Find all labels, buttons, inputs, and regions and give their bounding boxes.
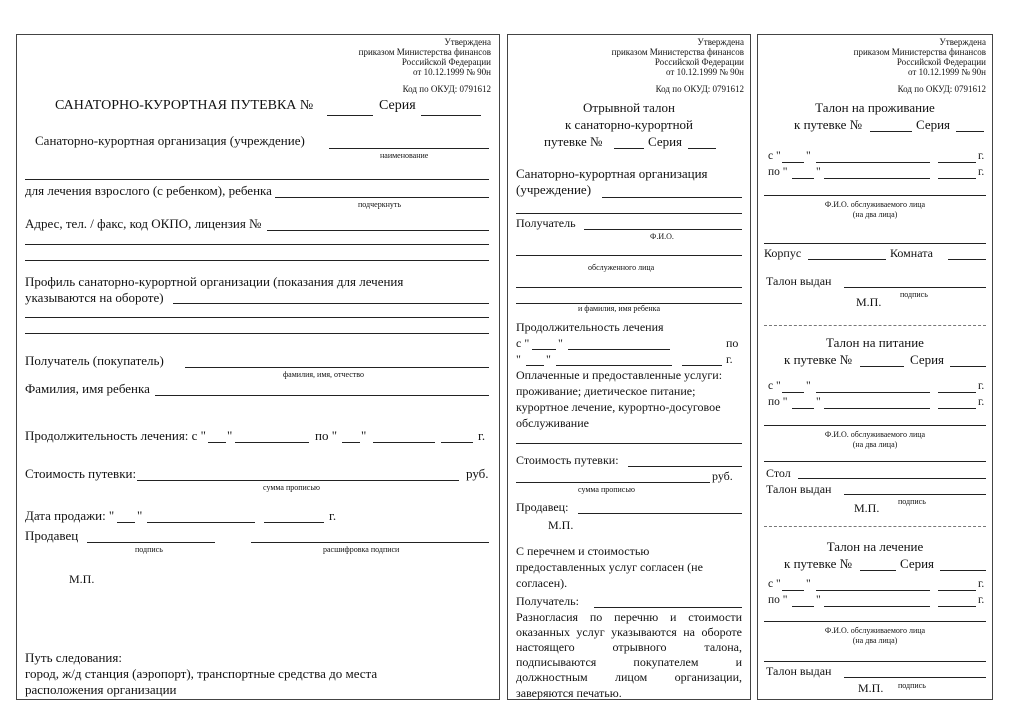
treatment-series-field[interactable] [940, 570, 986, 571]
sale-day-field[interactable] [117, 522, 135, 523]
quote: " [361, 428, 367, 443]
services-label: Оплаченные и предоставленные услуги: [516, 368, 723, 382]
voucher-title: САНАТОРНО-КУРОРТНАЯ ПУТЕВКА № [55, 98, 314, 113]
coupons-panel [757, 34, 993, 700]
okud-code: Код по ОКУД: 0791612 [897, 84, 986, 94]
tear-line [764, 526, 986, 527]
date-from-month-field[interactable] [235, 442, 309, 443]
stub-to-year-field[interactable] [682, 365, 722, 366]
disagreement-text: оказанных услуг указываются на обороте [516, 625, 742, 639]
services-line: курортное лечение, курортно-досуговое [516, 400, 721, 414]
stub-duration-label: Продолжительность лечения [516, 320, 664, 334]
tear-off-stub-panel [507, 34, 751, 700]
date-to-label: по " [768, 396, 788, 408]
food-fio-field-2[interactable] [764, 461, 986, 462]
stub-cost-field[interactable] [628, 466, 742, 467]
stub-org-label: Санаторно-курортная организация [516, 166, 708, 181]
date-to-label: по " [315, 428, 338, 443]
table-field[interactable] [798, 478, 986, 479]
date-from-label: с " [516, 336, 530, 350]
stub-title: к санаторно-курортной [564, 117, 693, 132]
caption-sign: подпись [898, 497, 926, 506]
date-to-label: по " [768, 594, 788, 606]
sale-year-field[interactable] [264, 522, 324, 523]
year-suffix: г. [978, 396, 985, 408]
profile-field-3[interactable] [25, 333, 489, 334]
quote: " [137, 508, 143, 523]
caption-fio: Ф.И.О. обслуживаемого лица [824, 200, 926, 209]
living-coupon-title: Талон на проживание [815, 100, 935, 115]
approval-line: от 10.12.1999 № 90н [908, 67, 986, 77]
approval-line: приказом Министерства финансов [611, 47, 744, 57]
food-to-month[interactable] [824, 408, 930, 409]
caption-fio: Ф.И.О. обслуживаемого лица [824, 626, 926, 635]
seller-sign-field[interactable] [87, 542, 215, 543]
sale-date-label: Дата продажи: " [25, 508, 115, 523]
stub-series-field[interactable] [688, 148, 716, 149]
quote: " [227, 428, 233, 443]
caption-served: обслуженного лица [588, 263, 655, 272]
disagreement-text: подписываются покупателем и [516, 655, 742, 669]
to-voucher-label: к путевке № [794, 117, 863, 132]
quote: " [516, 352, 521, 366]
stub-to-month-field[interactable] [556, 365, 672, 366]
stub-org-field-2[interactable] [516, 213, 742, 214]
caption-name-surname: и фамилия, имя ребенка [578, 304, 660, 313]
child-label: Фамилия, имя ребенка [25, 381, 150, 396]
stub-child-field[interactable] [516, 287, 742, 288]
quote: " [558, 336, 563, 350]
stamp-place: М.П. [858, 681, 884, 695]
approval-line: от 10.12.1999 № 90н [413, 67, 491, 77]
food-fio-field[interactable] [764, 425, 986, 426]
building-field[interactable] [808, 259, 886, 260]
seller-label: Продавец [25, 528, 79, 543]
rub-label: руб. [466, 466, 489, 481]
profile-field-2[interactable] [25, 317, 489, 318]
approval-line: Утверждена [444, 37, 491, 47]
stamp-place: М.П. [548, 518, 574, 532]
date-from-label: с " [768, 380, 781, 392]
caption-underline: подчеркнуть [358, 200, 402, 209]
profile-label-2: указываются на обороте) [25, 290, 164, 305]
profile-field[interactable] [173, 303, 489, 304]
caption-fio: фамилия, имя, отчество [283, 370, 364, 379]
year-suffix: г. [478, 428, 486, 443]
okud-code: Код по ОКУД: 0791612 [655, 84, 744, 94]
building-label: Корпус [764, 246, 802, 260]
stub-org-field[interactable] [602, 197, 742, 198]
approval-line: Российской Федерации [896, 57, 986, 67]
table-label: Стол [766, 466, 791, 480]
stub-number-field[interactable] [614, 148, 644, 149]
treatment-issued-field[interactable] [844, 677, 986, 678]
stub-seller-field[interactable] [578, 513, 742, 514]
living-series-field[interactable] [956, 131, 984, 132]
stub-to-day-field[interactable] [526, 365, 544, 366]
stamp-place: М.П. [854, 501, 880, 515]
year-suffix: г. [978, 594, 985, 606]
address-label: Адрес, тел. / факс, код ОКПО, лицензия № [25, 216, 262, 231]
stub-recipient-field[interactable] [584, 229, 742, 230]
treatment-to-month[interactable] [824, 606, 930, 607]
issued-label: Талон выдан [766, 274, 832, 288]
date-from-label: с " [768, 150, 781, 162]
treatment-label: для лечения взрослого (с ребенком), ребенка [25, 183, 272, 198]
sale-month-field[interactable] [147, 522, 255, 523]
living-to-month[interactable] [824, 178, 930, 179]
approval-line: от 10.12.1999 № 90н [666, 67, 744, 77]
treatment-from-day[interactable] [782, 590, 804, 591]
food-from-day[interactable] [782, 392, 804, 393]
living-from-year[interactable] [938, 162, 976, 163]
date-to-label: по [726, 336, 739, 350]
caption-two: (на два лица) [852, 210, 898, 219]
quote: " [816, 594, 821, 606]
route-title: Путь следования: [25, 650, 122, 665]
quote: " [806, 380, 811, 392]
food-series-field[interactable] [950, 366, 986, 367]
route-line: город, ж/д станция (аэропорт), транспортные средства до места [25, 666, 378, 681]
living-issued-field[interactable] [844, 287, 986, 288]
series-label: Серия [916, 117, 951, 132]
duration-label: Продолжительность лечения: с " [25, 428, 206, 443]
stub-seller-label: Продавец: [516, 500, 569, 514]
tear-line [764, 325, 986, 326]
food-from-year[interactable] [938, 392, 976, 393]
caption-fio: Ф.И.О. обслуживаемого лица [824, 430, 926, 439]
food-to-year[interactable] [938, 408, 976, 409]
food-to-day[interactable] [792, 408, 814, 409]
date-to-month-field[interactable] [373, 442, 435, 443]
approval-line: Утверждена [697, 37, 744, 47]
org-name-field[interactable] [329, 148, 489, 149]
year-suffix: г. [726, 352, 733, 366]
year-suffix: г. [978, 578, 985, 590]
treatment-from-month[interactable] [816, 590, 930, 591]
services-line: обслуживание [516, 416, 589, 430]
stub-from-day-field[interactable] [532, 349, 556, 350]
agree-text: согласен). [516, 576, 568, 590]
stub-title: Отрывной талон [583, 100, 675, 115]
stub-cost-label: Стоимость путевки: [516, 453, 619, 467]
date-from-label: с " [768, 578, 781, 590]
stub-recipient-label: Получатель [516, 216, 576, 230]
caption-fio: Ф.И.О. [650, 232, 674, 241]
rub-label: руб. [712, 469, 733, 483]
treatment-fio-field-2[interactable] [764, 661, 986, 662]
food-number-field[interactable] [860, 366, 904, 367]
issued-label: Талон выдан [766, 482, 832, 496]
treatment-coupon-title: Талон на лечение [826, 539, 924, 554]
treatment-from-year[interactable] [938, 590, 976, 591]
stub-title: путевке № [544, 134, 603, 149]
food-issued-field[interactable] [844, 494, 986, 495]
approval-line: приказом Министерства финансов [853, 47, 986, 57]
org-name-field-2[interactable] [25, 179, 489, 180]
voucher-number-field[interactable] [327, 115, 373, 116]
address-field-3[interactable] [25, 260, 489, 261]
to-voucher-label: к путевке № [784, 352, 853, 367]
caption-sum: сумма прописью [578, 485, 635, 494]
recipient-label: Получатель (покупатель) [25, 353, 164, 368]
date-to-year-field[interactable] [441, 442, 473, 443]
treatment-to-year[interactable] [938, 606, 976, 607]
stamp-place: М.П. [856, 295, 882, 309]
org-label: Санаторно-курортная организация (учреждение) [35, 133, 305, 148]
series-label: Серия [648, 134, 683, 149]
agree-text: предоставленных услуг согласен (не [516, 560, 703, 574]
room-label: Комната [890, 246, 933, 260]
caption-sign: подпись [898, 681, 926, 690]
caption-two: (на два лица) [852, 636, 898, 645]
series-field[interactable] [421, 115, 481, 116]
date-to-label: по " [768, 166, 788, 178]
quote: " [816, 396, 821, 408]
cost-label: Стоимость путевки: [25, 466, 137, 481]
disagreement-text: должностным лицом организации, [516, 670, 742, 684]
treatment-fio-field[interactable] [764, 621, 986, 622]
caption-two: (на два лица) [852, 440, 898, 449]
living-from-day[interactable] [782, 162, 804, 163]
series-label: Серия [910, 352, 945, 367]
room-field[interactable] [948, 259, 986, 260]
quote: " [546, 352, 551, 366]
caption-decode: расшифровка подписи [323, 545, 400, 554]
issued-label: Талон выдан [766, 664, 832, 678]
stub-services-field[interactable] [516, 443, 742, 444]
stub-cost-field-2[interactable] [516, 482, 710, 483]
stub-recipient-field-2[interactable] [516, 255, 742, 256]
year-suffix: г. [978, 380, 985, 392]
child-field[interactable] [155, 395, 489, 396]
year-suffix: г. [978, 166, 985, 178]
recipient-field[interactable] [185, 367, 489, 368]
year-suffix: г. [978, 150, 985, 162]
living-number-field[interactable] [870, 131, 912, 132]
route-line: расположения организации [25, 682, 177, 697]
okud-code: Код по ОКУД: 0791612 [402, 84, 491, 94]
address-field-2[interactable] [25, 244, 489, 245]
date-from-day-field[interactable] [208, 442, 226, 443]
approval-line: Российской Федерации [654, 57, 744, 67]
approval-line: Утверждена [939, 37, 986, 47]
living-to-day[interactable] [792, 178, 814, 179]
caption-name: наименование [380, 151, 429, 160]
seller-name-field[interactable] [251, 542, 489, 543]
living-fio-field-2[interactable] [764, 243, 986, 244]
approval-line: Российской Федерации [401, 57, 491, 67]
to-voucher-label: к путевке № [784, 556, 853, 571]
address-field[interactable] [267, 230, 489, 231]
series-label: Серия [379, 98, 416, 113]
services-line: проживание; диетическое питание; [516, 384, 696, 398]
living-to-year[interactable] [938, 178, 976, 179]
approval-line: приказом Министерства финансов [358, 47, 491, 57]
food-from-month[interactable] [816, 392, 930, 393]
stub-recipient2-label: Получатель: [516, 594, 579, 608]
quote: " [806, 578, 811, 590]
living-fio-field[interactable] [764, 195, 986, 196]
agree-text: С перечнем и стоимостью [516, 544, 650, 558]
quote: " [816, 166, 821, 178]
quote: " [806, 150, 811, 162]
stub-org-label: (учреждение) [516, 182, 592, 197]
caption-sign: подпись [135, 545, 163, 554]
caption-sign: подпись [900, 290, 928, 299]
stub-from-month-field[interactable] [568, 349, 670, 350]
treatment-to-day[interactable] [792, 606, 814, 607]
date-to-day-field[interactable] [342, 442, 360, 443]
stub-recipient2-field[interactable] [594, 607, 742, 608]
cost-field[interactable] [137, 480, 459, 481]
stamp-place: М.П. [69, 572, 95, 586]
disagreement-text: настоящего отрывного талона, [516, 640, 742, 654]
voucher-main-panel [16, 34, 500, 700]
disagreement-text: Разногласия по перечню и стоимости [516, 610, 742, 624]
disagreement-text: заверяются печатью. [516, 686, 622, 700]
profile-label-1: Профиль санаторно-курортной организации (показания для лечения [25, 274, 404, 289]
series-label: Серия [900, 556, 935, 571]
living-from-month[interactable] [816, 162, 930, 163]
caption-sum: сумма прописью [263, 483, 320, 492]
treatment-field[interactable] [275, 197, 489, 198]
food-coupon-title: Талон на питание [826, 335, 924, 350]
year-suffix: г. [329, 508, 337, 523]
treatment-number-field[interactable] [860, 570, 896, 571]
